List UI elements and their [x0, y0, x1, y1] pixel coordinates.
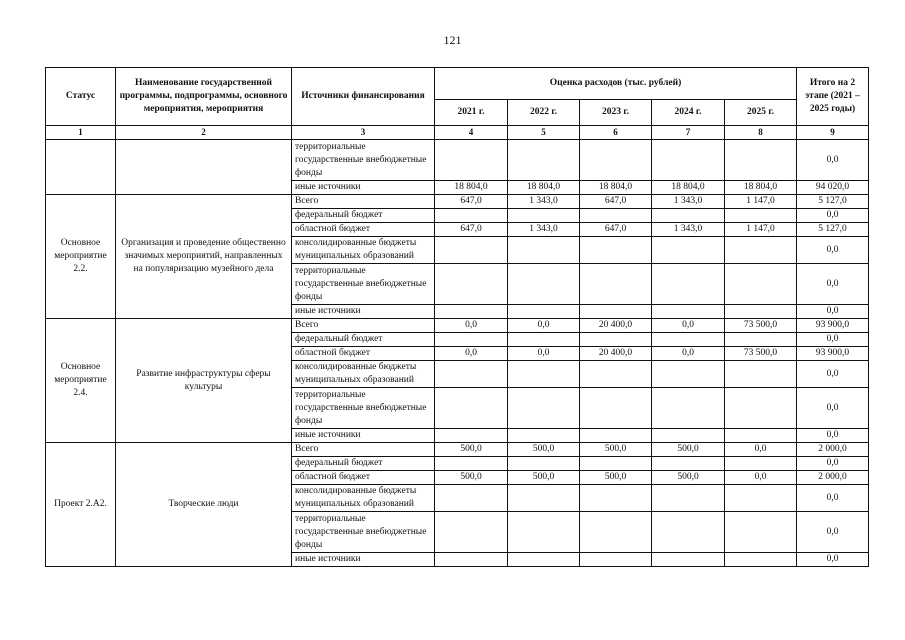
- header-year: 2021 г.: [435, 100, 508, 126]
- total-value: 5 127,0: [797, 195, 869, 209]
- funding-source: территориальные государственные внебюджетные фонды: [292, 140, 435, 181]
- year-value: [508, 140, 580, 181]
- year-value: [652, 237, 725, 264]
- total-value: 0,0: [797, 512, 869, 553]
- funding-source: консолидированные бюджеты муниципальных образований: [292, 485, 435, 512]
- total-value: 0,0: [797, 209, 869, 223]
- funding-source: областной бюджет: [292, 347, 435, 361]
- header-year: 2022 г.: [508, 100, 580, 126]
- funding-source: федеральный бюджет: [292, 457, 435, 471]
- total-value: 2 000,0: [797, 471, 869, 485]
- table-row: [46, 319, 869, 333]
- funding-source: территориальные государственные внебюджетные фонды: [292, 388, 435, 429]
- year-value: [652, 140, 725, 181]
- year-value: 0,0: [725, 443, 797, 457]
- year-value: 0,0: [508, 347, 580, 361]
- year-value: [508, 264, 580, 305]
- year-value: [580, 140, 652, 181]
- funding-source: областной бюджет: [292, 471, 435, 485]
- year-value: 500,0: [580, 443, 652, 457]
- name-cell: Организация и проведение общественно значимых мероприятий, направленных на популяризацию музейного дела: [116, 195, 292, 319]
- year-value: [652, 361, 725, 388]
- year-value: [508, 209, 580, 223]
- header-total: Итого на 2 этапе (2021 – 2025 годы): [797, 68, 869, 126]
- year-value: 18 804,0: [580, 181, 652, 195]
- year-value: 73 500,0: [725, 319, 797, 333]
- year-value: 73 500,0: [725, 347, 797, 361]
- funding-source: Всего: [292, 443, 435, 457]
- funding-source: Всего: [292, 195, 435, 209]
- funding-source: консолидированные бюджеты муниципальных образований: [292, 237, 435, 264]
- year-value: [725, 264, 797, 305]
- total-value: 0,0: [797, 264, 869, 305]
- year-value: 0,0: [652, 319, 725, 333]
- year-value: 647,0: [580, 195, 652, 209]
- column-number: 2: [116, 126, 292, 140]
- year-value: 500,0: [435, 471, 508, 485]
- funding-source: иные источники: [292, 553, 435, 567]
- total-value: 0,0: [797, 361, 869, 388]
- year-value: 18 804,0: [508, 181, 580, 195]
- total-value: 0,0: [797, 237, 869, 264]
- year-value: [580, 209, 652, 223]
- year-value: 500,0: [508, 443, 580, 457]
- year-value: [508, 305, 580, 319]
- year-value: 20 400,0: [580, 347, 652, 361]
- funding-source: федеральный бюджет: [292, 209, 435, 223]
- year-value: [435, 209, 508, 223]
- status-cell: Основное мероприятие 2.4.: [46, 319, 116, 443]
- year-value: [652, 333, 725, 347]
- year-value: [725, 333, 797, 347]
- year-value: 647,0: [435, 195, 508, 209]
- total-value: 0,0: [797, 429, 869, 443]
- year-value: [580, 388, 652, 429]
- funding-source: иные источники: [292, 181, 435, 195]
- year-value: [508, 429, 580, 443]
- funding-source: территориальные государственные внебюджетные фонды: [292, 512, 435, 553]
- year-value: 0,0: [435, 347, 508, 361]
- column-number: 3: [292, 126, 435, 140]
- year-value: [580, 333, 652, 347]
- year-value: [580, 264, 652, 305]
- year-value: 18 804,0: [435, 181, 508, 195]
- name-cell: Развитие инфраструктуры сферы культуры: [116, 319, 292, 443]
- total-value: 93 900,0: [797, 319, 869, 333]
- year-value: [435, 388, 508, 429]
- year-value: 18 804,0: [725, 181, 797, 195]
- year-value: 647,0: [435, 223, 508, 237]
- year-value: 500,0: [652, 443, 725, 457]
- year-value: [652, 388, 725, 429]
- year-value: [652, 485, 725, 512]
- column-number: 9: [797, 126, 869, 140]
- year-value: [725, 388, 797, 429]
- year-value: [580, 512, 652, 553]
- year-value: [508, 237, 580, 264]
- year-value: 1 147,0: [725, 195, 797, 209]
- year-value: [435, 305, 508, 319]
- total-value: 5 127,0: [797, 223, 869, 237]
- year-value: [435, 485, 508, 512]
- year-value: [652, 457, 725, 471]
- total-value: 0,0: [797, 388, 869, 429]
- year-value: [725, 237, 797, 264]
- year-value: [725, 305, 797, 319]
- total-value: 0,0: [797, 305, 869, 319]
- funding-source: территориальные государственные внебюджетные фонды: [292, 264, 435, 305]
- year-value: [435, 361, 508, 388]
- year-value: [435, 333, 508, 347]
- year-value: [508, 361, 580, 388]
- header-estimate: Оценка расходов (тыс. рублей): [435, 68, 797, 100]
- year-value: [725, 429, 797, 443]
- header-name: Наименование государственной программы, подпрограммы, основного мероприятия, мероприятия: [116, 68, 292, 126]
- column-number: 5: [508, 126, 580, 140]
- year-value: [508, 388, 580, 429]
- year-value: 1 343,0: [652, 223, 725, 237]
- year-value: [652, 305, 725, 319]
- year-value: [725, 361, 797, 388]
- year-value: [508, 457, 580, 471]
- header-sources: Источники финансирования: [292, 68, 435, 126]
- status-cell: Проект 2.А2.: [46, 443, 116, 567]
- year-value: [725, 512, 797, 553]
- year-value: 0,0: [435, 319, 508, 333]
- year-value: [725, 485, 797, 512]
- total-value: 0,0: [797, 553, 869, 567]
- funding-source: иные источники: [292, 429, 435, 443]
- year-value: 500,0: [652, 471, 725, 485]
- status-cell: [46, 140, 116, 195]
- year-value: 1 147,0: [725, 223, 797, 237]
- name-cell: Творческие люди: [116, 443, 292, 567]
- year-value: [652, 209, 725, 223]
- year-value: 18 804,0: [652, 181, 725, 195]
- year-value: [435, 264, 508, 305]
- total-value: 0,0: [797, 485, 869, 512]
- funding-source: консолидированные бюджеты муниципальных образований: [292, 361, 435, 388]
- year-value: [580, 457, 652, 471]
- table-row: [46, 140, 869, 181]
- status-cell: Основное мероприятие 2.2.: [46, 195, 116, 319]
- year-value: [508, 553, 580, 567]
- total-value: 94 020,0: [797, 181, 869, 195]
- name-cell: [116, 140, 292, 195]
- year-value: [508, 512, 580, 553]
- year-value: [435, 512, 508, 553]
- funding-source: иные источники: [292, 305, 435, 319]
- header-year: 2023 г.: [580, 100, 652, 126]
- year-value: 500,0: [435, 443, 508, 457]
- total-value: 0,0: [797, 333, 869, 347]
- total-value: 0,0: [797, 140, 869, 181]
- year-value: [725, 553, 797, 567]
- table-row: [46, 443, 869, 457]
- column-number: 1: [46, 126, 116, 140]
- year-value: [580, 553, 652, 567]
- year-value: 0,0: [508, 319, 580, 333]
- year-value: [652, 429, 725, 443]
- funding-source: федеральный бюджет: [292, 333, 435, 347]
- year-value: [652, 553, 725, 567]
- year-value: [580, 429, 652, 443]
- year-value: [652, 512, 725, 553]
- column-number: 8: [725, 126, 797, 140]
- year-value: 647,0: [580, 223, 652, 237]
- year-value: [580, 305, 652, 319]
- year-value: [435, 429, 508, 443]
- year-value: [435, 140, 508, 181]
- header-status: Статус: [46, 68, 116, 126]
- funding-source: областной бюджет: [292, 223, 435, 237]
- total-value: 93 900,0: [797, 347, 869, 361]
- year-value: [725, 457, 797, 471]
- year-value: [580, 237, 652, 264]
- year-value: 500,0: [508, 471, 580, 485]
- year-value: [580, 485, 652, 512]
- year-value: 20 400,0: [580, 319, 652, 333]
- year-value: 1 343,0: [652, 195, 725, 209]
- total-value: 0,0: [797, 457, 869, 471]
- year-value: [435, 457, 508, 471]
- year-value: [435, 237, 508, 264]
- year-value: [435, 553, 508, 567]
- year-value: [725, 209, 797, 223]
- funding-source: Всего: [292, 319, 435, 333]
- year-value: 500,0: [580, 471, 652, 485]
- year-value: 0,0: [652, 347, 725, 361]
- budget-table: [45, 67, 869, 567]
- year-value: [725, 140, 797, 181]
- total-value: 2 000,0: [797, 443, 869, 457]
- year-value: 1 343,0: [508, 223, 580, 237]
- year-value: 1 343,0: [508, 195, 580, 209]
- year-value: [652, 264, 725, 305]
- column-number: 7: [652, 126, 725, 140]
- header-year: 2024 г.: [652, 100, 725, 126]
- year-value: [580, 361, 652, 388]
- header-year: 2025 г.: [725, 100, 797, 126]
- year-value: 0,0: [725, 471, 797, 485]
- page-number: 121: [443, 33, 462, 47]
- year-value: [508, 333, 580, 347]
- year-value: [508, 485, 580, 512]
- table-row: [46, 195, 869, 209]
- column-number: 6: [580, 126, 652, 140]
- column-number: 4: [435, 126, 508, 140]
